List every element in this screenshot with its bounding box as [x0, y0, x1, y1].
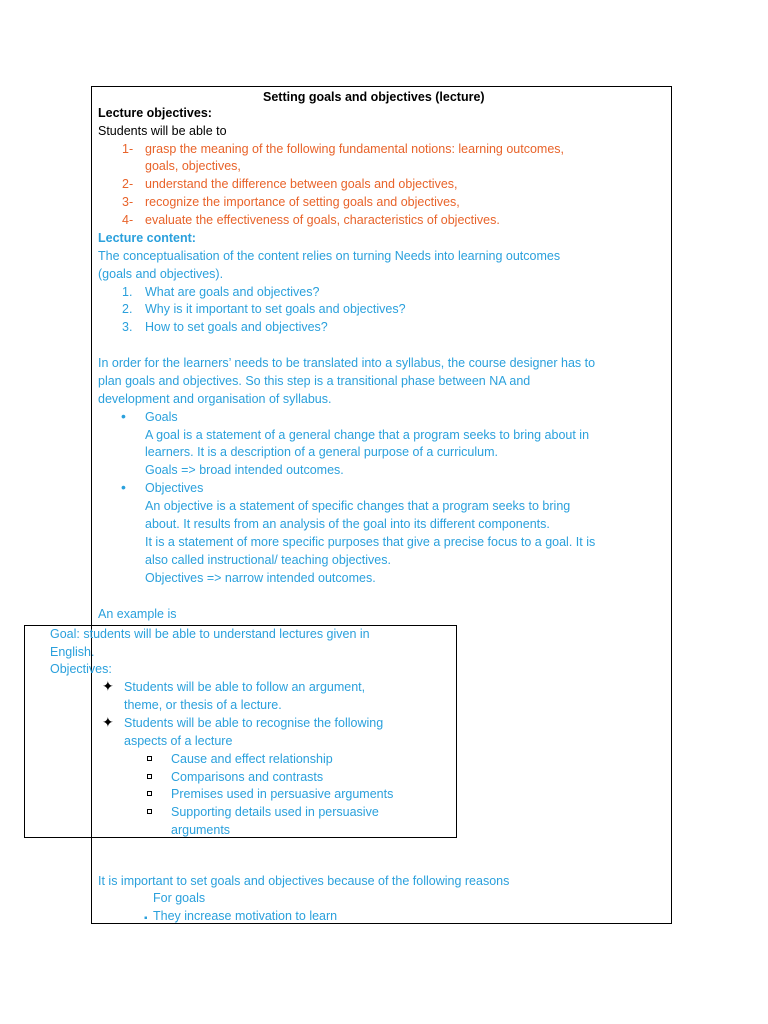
document-title: Setting goals and objectives (lecture): [263, 90, 485, 104]
bullet-line: Objectives => narrow intended outcomes.: [145, 571, 376, 585]
question-number: 3.: [122, 320, 133, 334]
example-sub-item: Cause and effect relationship: [171, 752, 333, 766]
objective-line: recognize the importance of setting goals and objectives,: [145, 195, 460, 209]
small-square-bullet-icon: ▪: [144, 913, 148, 924]
example-sub-item: Comparisons and contrasts: [171, 770, 324, 784]
bullet-line: also called instructional/ teaching objectives.: [145, 553, 391, 567]
for-goals-label: For goals: [153, 891, 206, 905]
bullet-icon: •: [121, 408, 126, 424]
example-sub-item: Premises used in persuasive arguments: [171, 787, 394, 801]
content-paragraph-line: The conceptualisation of the content relies on turning Needs into learning outcomes: [98, 249, 561, 263]
example-goal-line: English.: [50, 645, 95, 659]
syllabus-paragraph-line: plan goals and objectives. So this step is a transitional phase between NA and: [98, 374, 531, 388]
question-text: Why is it important to set goals and objectives?: [145, 302, 406, 316]
syllabus-paragraph-line: In order for the learners’ needs to be translated into a syllabus, the course designer has to: [98, 356, 596, 370]
star-bullet-icon: ✦: [102, 714, 114, 730]
bullet-line: Goals => broad intended outcomes.: [145, 463, 344, 477]
square-bullet-icon: [147, 756, 152, 761]
bullet-line: about. It results from an analysis of the goal into its different components.: [145, 517, 550, 531]
example-intro: An example is: [98, 607, 177, 621]
example-objective-line: Students will be able to follow an argument,: [124, 680, 366, 694]
example-sub-item: arguments: [171, 823, 231, 837]
objective-number: 3-: [122, 195, 134, 209]
syllabus-paragraph-line: development and organisation of syllabus.: [98, 392, 332, 406]
objective-line: understand the difference between goals and objectives,: [145, 177, 458, 191]
reason-item: They increase motivation to learn: [153, 909, 338, 923]
bullet-line: An objective is a statement of specific changes that a program seeks to bring: [145, 499, 571, 513]
example-objective-line: Students will be able to recognise the following: [124, 716, 384, 730]
square-bullet-icon: [147, 809, 152, 814]
objectives-heading: Lecture objectives:: [98, 106, 212, 120]
objectives-intro: Students will be able to: [98, 124, 227, 138]
example-sub-item: Supporting details used in persuasive: [171, 805, 379, 819]
objective-number: 2-: [122, 177, 134, 191]
reasons-intro: It is important to set goals and objectives because of the following reasons: [98, 874, 510, 888]
objective-line: goals, objectives,: [145, 159, 241, 173]
objective-number: 1-: [122, 142, 134, 156]
question-number: 2.: [122, 302, 133, 316]
square-bullet-icon: [147, 774, 152, 779]
star-bullet-icon: ✦: [102, 678, 114, 694]
bullet-heading: Goals: [145, 410, 178, 424]
objective-line: evaluate the effectiveness of goals, characteristics of objectives.: [145, 213, 500, 227]
bullet-icon: •: [121, 479, 126, 495]
bullet-heading: Objectives: [145, 481, 204, 495]
example-objective-line: theme, or thesis of a lecture.: [124, 698, 282, 712]
square-bullet-icon: [147, 791, 152, 796]
example-goal-line: Goal: students will be able to understand lectures given in: [50, 627, 370, 641]
bullet-line: It is a statement of more specific purposes that give a precise focus to a goal. It is: [145, 535, 596, 549]
question-text: How to set goals and objectives?: [145, 320, 328, 334]
objective-number: 4-: [122, 213, 134, 227]
bullet-line: learners. It is a description of a general purpose of a curriculum.: [145, 445, 498, 459]
bullet-line: A goal is a statement of a general change that a program seeks to bring about in: [145, 428, 590, 442]
content-paragraph-line: (goals and objectives).: [98, 267, 224, 281]
example-objective-line: aspects of a lecture: [124, 734, 233, 748]
objective-line: grasp the meaning of the following fundamental notions: learning outcomes,: [145, 142, 565, 156]
example-objectives-label: Objectives:: [50, 662, 112, 676]
question-number: 1.: [122, 285, 133, 299]
question-text: What are goals and objectives?: [145, 285, 320, 299]
content-heading: Lecture content:: [98, 231, 196, 245]
